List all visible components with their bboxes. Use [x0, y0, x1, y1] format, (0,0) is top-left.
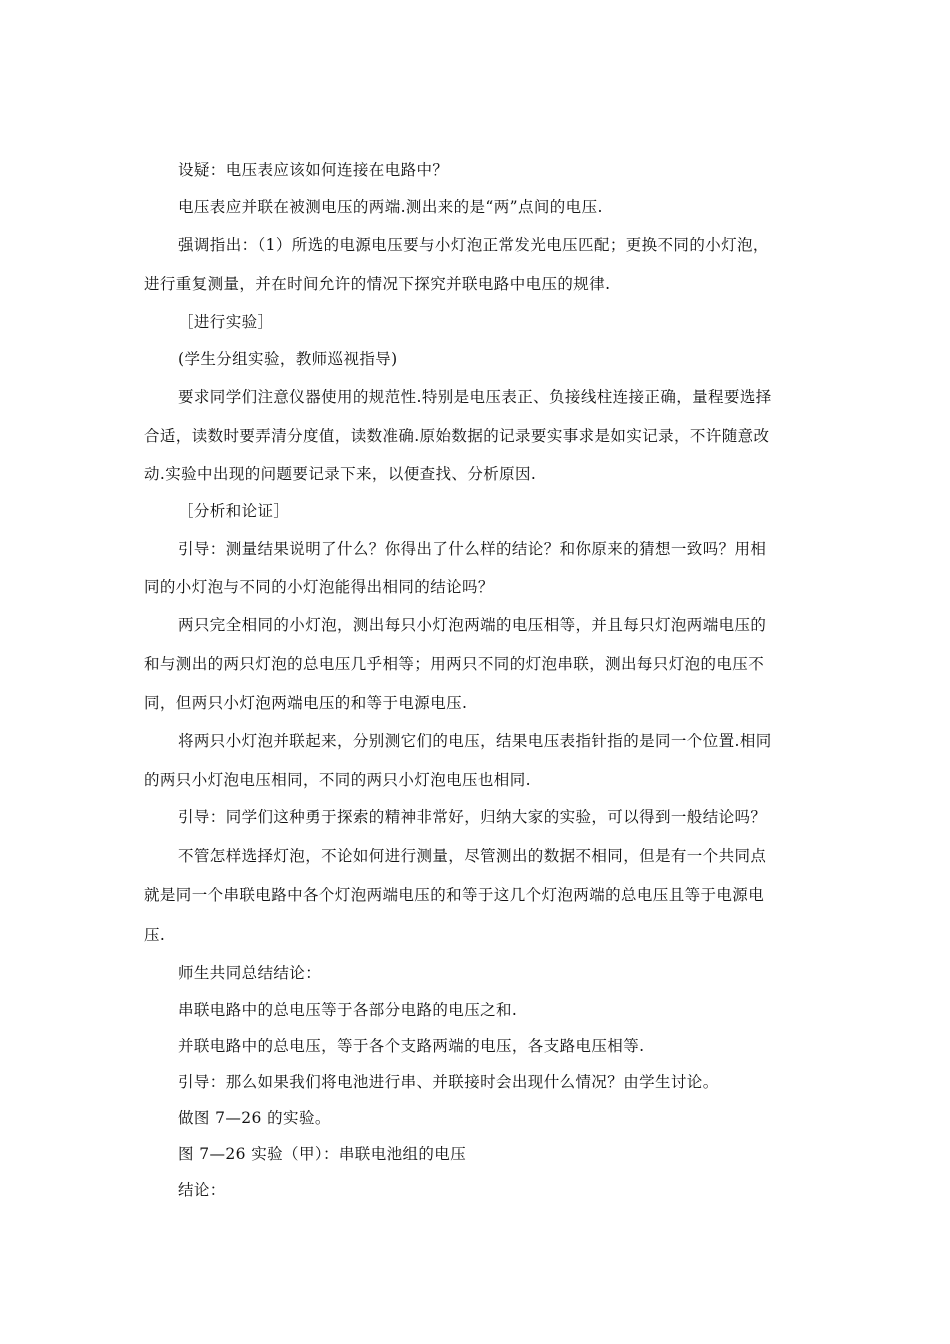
text-line-23: 串联电路中的总电压等于各部分电路的电压之和.: [178, 1001, 518, 1019]
text-line-8: 合适，读数时要弄清分度值，读数准确.原始数据的记录要实事求是如实记录，不许随意改: [144, 427, 770, 445]
text-line-25: 引导：那么如果我们将电池进行串、并联接时会出现什么情况？由学生讨论。: [178, 1073, 719, 1091]
text-line-9: 动.实验中出现的问题要记录下来，以便查找、分析原因.: [144, 465, 537, 483]
text-line-13: 两只完全相同的小灯泡，测出每只小灯泡两端的电压相等，并且每只灯泡两端电压的: [178, 616, 767, 634]
text-line-6: (学生分组实验，教师巡视指导): [178, 350, 398, 368]
text-line-17: 的两只小灯泡电压相同，不同的两只小灯泡电压也相同.: [144, 771, 531, 789]
text-line-16: 将两只小灯泡并联起来，分别测它们的电压，结果电压表指针指的是同一个位置.相同: [178, 732, 772, 750]
text-line-24: 并联电路中的总电压，等于各个支路两端的电压，各支路电压相等.: [178, 1037, 645, 1055]
text-line-19: 不管怎样选择灯泡，不论如何进行测量，尽管测出的数据不相同，但是有一个共同点: [178, 847, 767, 865]
text-line-5: ［进行实验］: [178, 313, 274, 331]
text-line-7: 要求同学们注意仪器使用的规范性.特别是电压表正、负接线柱连接正确，量程要选择: [178, 388, 772, 406]
text-line-3: 强调指出：（1）所选的电源电压要与小灯泡正常发光电压匹配；更换不同的小灯泡，: [178, 236, 769, 254]
text-line-1: 设疑：电压表应该如何连接在电路中？: [178, 161, 449, 179]
text-line-20: 就是同一个串联电路中各个灯泡两端电压的和等于这几个灯泡两端的总电压且等于电源电: [144, 886, 765, 904]
text-line-14: 和与测出的两只灯泡的总电压几乎相等；用两只不同的灯泡串联，测出每只灯泡的电压不: [144, 655, 765, 673]
text-line-26: 做图 7—26 的实验。: [178, 1109, 331, 1127]
text-line-22: 师生共同总结结论：: [178, 964, 322, 982]
text-line-4: 进行重复测量，并在时间允许的情况下探究并联电路中电压的规律.: [144, 275, 611, 293]
text-line-18: 引导：同学们这种勇于探索的精神非常好，归纳大家的实验，可以得到一般结论吗？: [178, 808, 767, 826]
text-line-11: 引导：测量结果说明了什么？你得出了什么样的结论？和你原来的猜想一致吗？用相: [178, 540, 767, 558]
text-line-27: 图 7—26 实验（甲）：串联电池组的电压: [178, 1145, 467, 1163]
text-line-28: 结论：: [178, 1181, 226, 1199]
text-line-12: 同的小灯泡与不同的小灯泡能得出相同的结论吗？: [144, 578, 494, 596]
text-line-10: ［分析和论证］: [178, 502, 290, 520]
text-line-21: 压.: [144, 926, 166, 944]
text-line-15: 同，但两只小灯泡两端电压的和等于电源电压.: [144, 694, 468, 712]
text-line-2: 电压表应并联在被测电压的两端.测出来的是“两”点间的电压.: [178, 198, 603, 216]
